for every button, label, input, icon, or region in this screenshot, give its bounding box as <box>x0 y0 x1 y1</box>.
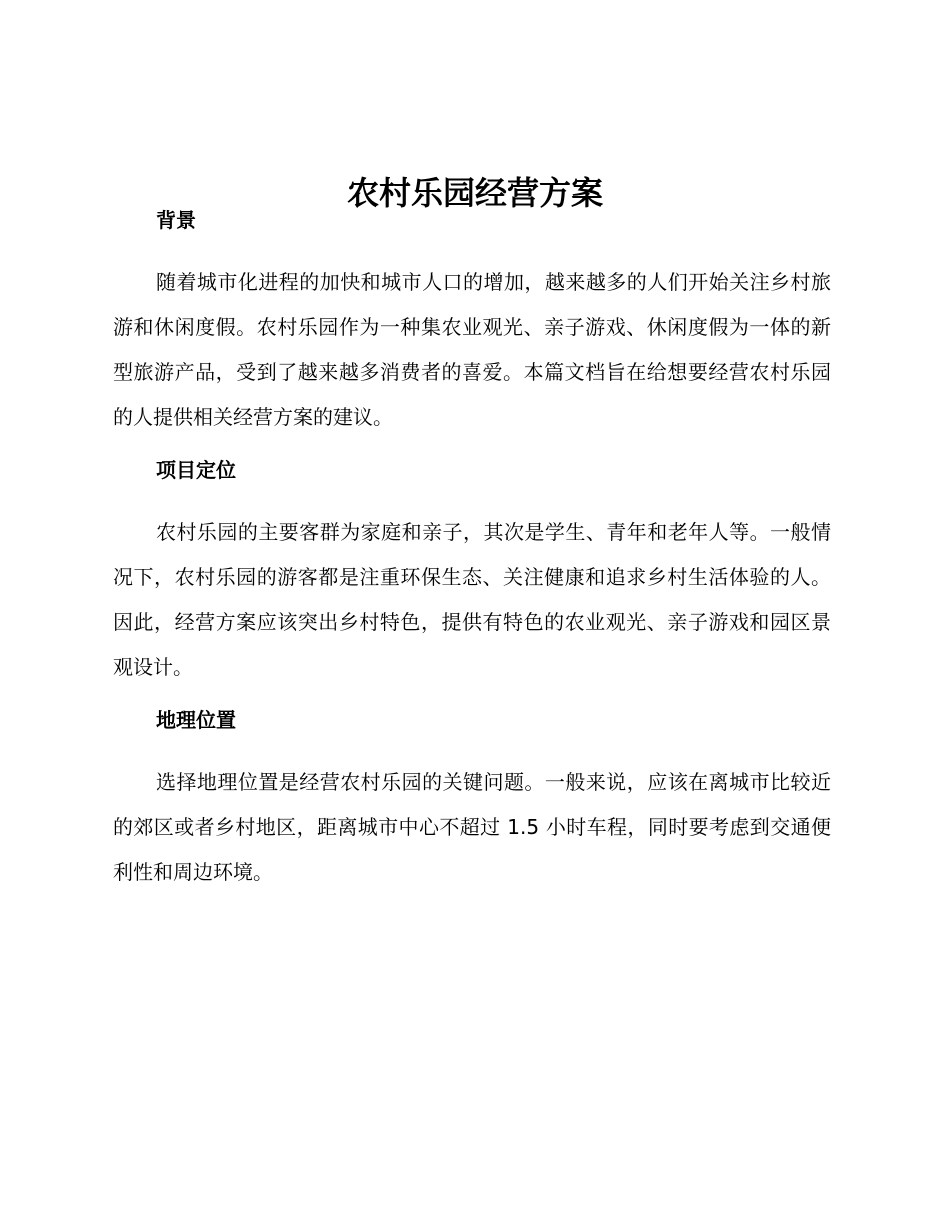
section-project-positioning <box>113 456 831 690</box>
section-geographic-location <box>113 706 831 895</box>
section-background <box>113 206 831 440</box>
section-heading-project-positioning: 项目定位 <box>156 458 236 482</box>
section-body-project-positioning: 农村乐园的主要客群为家庭和亲子，其次是学生、青年和老年人等。一般情况下，农村乐园的游客都是注重环保生态、关注健康和追求乡村生活体验的人。因此，经营方案应该突出乡村特色，提供有特色的农业观光、亲子游戏和园区景观设计。 <box>113 520 831 679</box>
section-heading-background: 背景 <box>156 208 196 232</box>
section-body-background: 随着城市化进程的加快和城市人口的增加，越来越多的人们开始关注乡村旅游和休闲度假。农村乐园作为一种集农业观光、亲子游戏、休闲度假为一体的新型旅游产品，受到了越来越多消费者的喜爱。本篇文档旨在给想要经营农村乐园的人提供相关经营方案的建议。 <box>113 270 831 429</box>
document-title: 农村乐园经营方案 <box>346 174 603 213</box>
section-heading-geographic-location: 地理位置 <box>156 708 236 732</box>
section-body-geographic-location: 选择地理位置是经营农村乐园的关键问题。一般来说，应该在离城市比较近的郊区或者乡村地区，距离城市中心不超过 1.5 小时车程，同时要考虑到交通便利性和周边环境。 <box>113 770 831 884</box>
